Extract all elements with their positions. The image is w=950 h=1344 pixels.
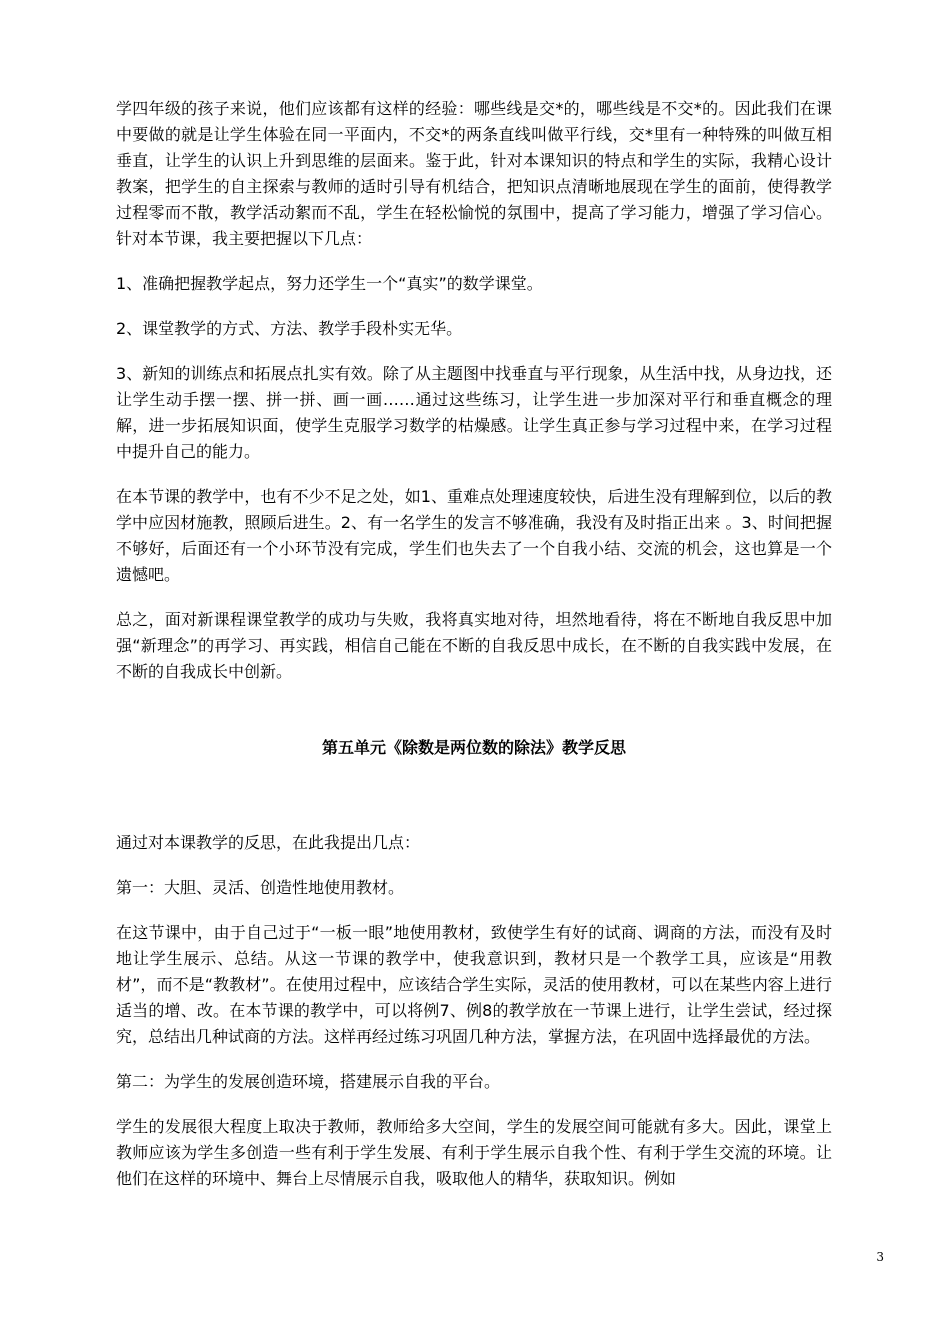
- page-content: [116, 96, 832, 1211]
- paragraph: 2、课堂教学的方式、方法、教学手段朴实无华。: [116, 319, 463, 338]
- paragraph: 学四年级的孩子来说，他们应该都有这样的经验：哪些线是交*的，哪些线是不交*的。因此我们在课中要做的就是让学生体验在同一平面内，不交*的两条直线叫做平行线，交*里有一种特殊的叫做互相垂直，让学生的认识上升到思维的层面来。鉴于此，针对本课知识的特点和学生的实际，我精心设计教案，把学生的自主探索与教师的适时引导有机结合，把知识点清晰地展现在学生的面前，使得教学过程零而不散，教学活动絮而不乱，学生在轻松愉悦的氛围中，提高了学习能力，增强了学习信心。针对本节课，我主要把握以下几点：: [116, 99, 832, 248]
- paragraph: 学生的发展很大程度上取决于教师，教师给多大空间，学生的发展空间可能就有多大。因此，课堂上教师应该为学生多创造一些有利于学生发展、有利于学生展示自我个性、有利于学生交流的环境。让他们在这样的环境中、舞台上尽情展示自我，吸取他人的精华，获取知识。例如: [116, 1117, 832, 1188]
- paragraph: 1、准确把握教学起点，努力还学生一个“真实”的数学课堂。: [116, 274, 543, 293]
- section-title: 第五单元《除数是两位数的除法》教学反思: [321, 738, 626, 757]
- paragraph: 第一：大胆、灵活、创造性地使用教材。: [116, 878, 405, 897]
- paragraph: 通过对本课教学的反思，在此我提出几点：: [116, 833, 421, 852]
- paragraph: 第二：为学生的发展创造环境，搭建展示自我的平台。: [116, 1072, 501, 1091]
- paragraph: 3、新知的训练点和拓展点扎实有效。除了从主题图中找垂直与平行现象，从生活中找，从身边找，还让学生动手摆一摆、拼一拼、画一画……通过这些练习，让学生进一步加深对平行和垂直概念的理解，进一步拓展知识面，使学生克服学习数学的枯燥感。让学生真正参与学习过程中来，在学习过程中提升自己的能力。: [116, 364, 832, 461]
- paragraph: 总之，面对新课程课堂教学的成功与失败，我将真实地对待，坦然地看待，将在不断地自我反思中加强“新理念”的再学习、再实践，相信自己能在不断的自我反思中成长，在不断的自我实践中发展，在不断的自我成长中创新。: [116, 610, 832, 681]
- paragraph: 在本节课的教学中，也有不少不足之处，如1、重难点处理速度较快，后进生没有理解到位，以后的教学中应因材施教，照顾后进生。2、有一名学生的发言不够准确，我没有及时指正出来 。3、时间把握不够好，后面还有一个小环节没有完成，学生们也失去了一个自我小结、交流的机会，这也算是一个遗憾吧。: [116, 487, 832, 584]
- paragraph: 在这节课中，由于自己过于“一板一眼”地使用教材，致使学生有好的试商、调商的方法，而没有及时地让学生展示、总结。从这一节课的教学中，使我意识到，教材只是一个教学工具，应该是“用教材”，而不是“教教材”。在使用过程中，应该结合学生实际，灵活的使用教材，可以在某些内容上进行适当的增、改。在本节课的教学中，可以将例7、例8的教学放在一节课上进行，让学生尝试，经过探究，总结出几种试商的方法。这样再经过练习巩固几种方法，掌握方法，在巩固中选择最优的方法。: [116, 923, 832, 1046]
- page-number: 3: [876, 1250, 884, 1264]
